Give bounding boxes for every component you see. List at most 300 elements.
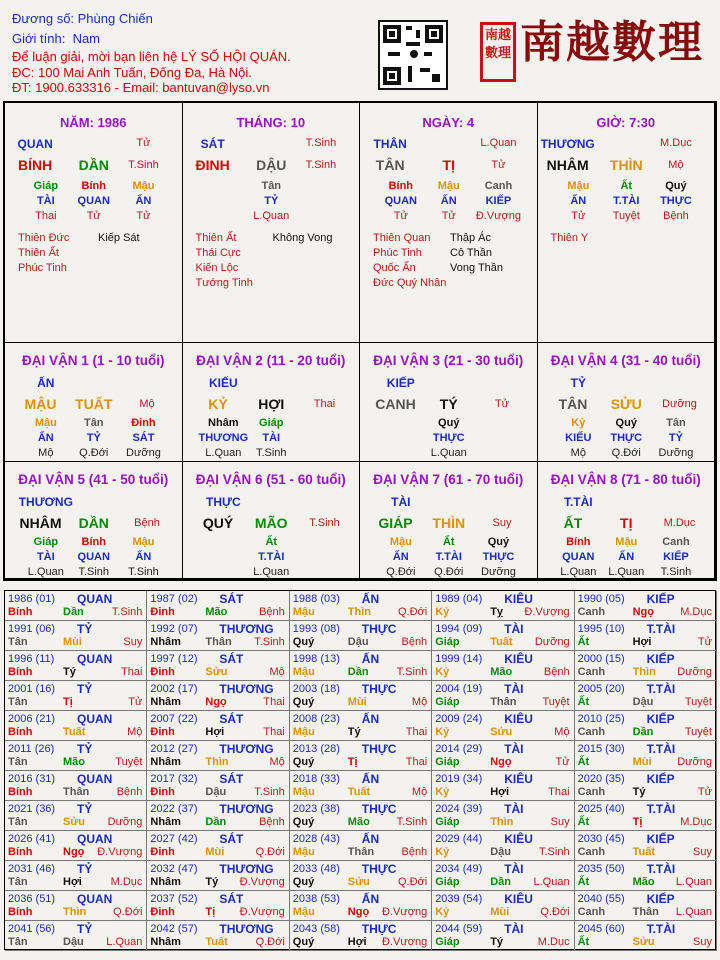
year-label: 2036 (51): [8, 893, 56, 905]
pillar-1[interactable]: [5, 103, 183, 343]
qr-code-icon[interactable]: [378, 20, 448, 90]
hidden-state: Q.Đới: [434, 566, 464, 578]
year-label: 2018 (33): [292, 773, 340, 785]
dai-van-stem: MẬU: [24, 396, 57, 412]
year-cell[interactable]: [432, 711, 574, 741]
hidden-stem: Tân: [261, 180, 282, 192]
year-ten-god: KIÊU: [504, 772, 533, 786]
year-ten-god: T.TÀI: [646, 922, 676, 936]
hidden-state: Dưỡng: [126, 447, 161, 459]
year-state: Tuyệt: [542, 696, 570, 708]
year-cell[interactable]: [5, 621, 147, 651]
year-cell[interactable]: [432, 621, 574, 651]
year-stem: Kỷ: [435, 906, 450, 918]
year-state: Mộ: [127, 726, 143, 738]
year-stem: Mậu: [292, 666, 315, 678]
star-auspicious: Thiên Quan: [373, 232, 431, 244]
year-label: 1989 (04): [435, 593, 483, 605]
dai-van-title: ĐẠI VẬN 2 (11 - 20 tuổi): [196, 353, 346, 368]
contact-line: Để luận giải, mời bạn liên hệ LÝ SỐ HỘI QUÁN.: [12, 49, 291, 64]
pillar-2[interactable]: [183, 103, 361, 343]
dai-van-state: T.Sinh: [309, 517, 340, 529]
year-state: M.Dục: [537, 936, 570, 948]
pillar-4[interactable]: [538, 103, 716, 343]
year-cell[interactable]: [290, 711, 432, 741]
year-cell[interactable]: [432, 681, 574, 711]
star-auspicious: Phúc Tinh: [18, 262, 67, 274]
year-branch: Tý: [632, 786, 646, 798]
year-state: Tuyệt: [684, 726, 712, 738]
year-label: 1988 (03): [292, 593, 340, 605]
year-cell[interactable]: [147, 741, 289, 771]
pillar-ten-god: THƯƠNG: [540, 137, 595, 151]
year-ten-god: THƯƠNG: [219, 622, 274, 636]
pillar-title: NGÀY: 4: [422, 115, 475, 130]
year-cell[interactable]: [575, 921, 717, 951]
year-state: T.Sinh: [396, 816, 428, 828]
dai-van-ten-god: ẤN: [37, 376, 55, 390]
hidden-stem: Mậu: [437, 180, 460, 192]
pillar-3[interactable]: [360, 103, 538, 343]
year-label: 2016 (31): [8, 773, 56, 785]
year-cell[interactable]: [290, 591, 432, 621]
hidden-stem: Mậu: [567, 180, 590, 192]
pillar-branch: DẬU: [256, 157, 287, 173]
year-cell[interactable]: [5, 711, 147, 741]
year-stem: Quý: [292, 636, 315, 648]
year-branch: Mão: [490, 666, 513, 678]
year-ten-god: SÁT: [219, 712, 244, 726]
year-stem: Tân: [8, 936, 28, 948]
year-stem: Mậu: [292, 906, 315, 918]
pillar-title: GIỜ: 7:30: [596, 115, 656, 130]
year-ten-god: T.TÀI: [646, 742, 676, 756]
pillar-branch-state: T.Sinh: [128, 159, 159, 171]
year-stem: Kỷ: [435, 666, 450, 678]
year-cell[interactable]: [432, 591, 574, 621]
year-cell[interactable]: [290, 891, 432, 921]
year-cell[interactable]: [147, 651, 289, 681]
year-stem: Bính: [8, 666, 33, 678]
year-state: Dưỡng: [107, 816, 143, 828]
year-branch: Hợi: [63, 876, 82, 888]
star-other: Không Vong: [272, 232, 333, 244]
dai-van-stem: NHÂM: [19, 515, 62, 531]
year-ten-god: KIẾP: [646, 832, 675, 846]
dai-van-state: M.Dục: [663, 517, 696, 529]
year-stem: Ất: [577, 756, 590, 768]
year-cell[interactable]: [147, 591, 289, 621]
pillar-stem: ĐINH: [195, 157, 230, 173]
year-cell[interactable]: [575, 681, 717, 711]
year-label: 2023 (38): [292, 803, 340, 815]
year-ten-god: SÁT: [219, 832, 244, 846]
hidden-state: L.Quan: [253, 210, 290, 222]
dai-van-3[interactable]: [360, 343, 538, 462]
year-cell[interactable]: [5, 741, 147, 771]
year-cell[interactable]: [147, 621, 289, 651]
year-cell[interactable]: [432, 861, 574, 891]
year-stem: Canh: [577, 906, 606, 918]
year-cell[interactable]: [290, 831, 432, 861]
year-label: 2045 (60): [577, 923, 625, 935]
pillar-can-state: M.Dục: [660, 137, 692, 149]
hidden-state: Q.Đới: [611, 447, 641, 459]
dai-van-8[interactable]: [538, 462, 716, 579]
year-cell[interactable]: [147, 681, 289, 711]
dai-van-1[interactable]: [5, 343, 183, 462]
year-cell[interactable]: [432, 921, 574, 951]
hidden-stem: Quý: [438, 417, 460, 429]
year-cell[interactable]: [147, 861, 289, 891]
year-cell[interactable]: [5, 921, 147, 951]
year-label: 2003 (18): [292, 683, 340, 695]
year-label: 2030 (45): [577, 833, 625, 845]
year-label: 2029 (44): [435, 833, 483, 845]
hidden-ten-god: QUAN: [77, 551, 110, 563]
year-stem: Giáp: [435, 816, 460, 828]
year-branch: Sửu: [347, 876, 370, 888]
pillar-branch: TỊ: [442, 157, 455, 173]
year-cell[interactable]: [432, 651, 574, 681]
year-ten-god: TỶ: [77, 682, 93, 696]
year-ten-god: QUAN: [77, 592, 113, 606]
year-cell[interactable]: [147, 921, 289, 951]
pillar-title: NĂM: 1986: [60, 115, 127, 130]
year-stem: Bính: [8, 786, 33, 798]
year-branch: Ngọ: [205, 696, 227, 708]
star-auspicious: Thiên Đức: [18, 232, 70, 244]
hidden-ten-god: T.TÀI: [435, 551, 462, 563]
hidden-stem: Tân: [666, 417, 686, 429]
year-stem: Ất: [577, 696, 590, 708]
dai-van-4[interactable]: [538, 343, 716, 462]
hidden-state: Q.Đới: [386, 566, 416, 578]
year-cell[interactable]: [5, 831, 147, 861]
year-state: Đ.Vượng: [524, 606, 570, 618]
dai-van-ten-god: TÀI: [391, 495, 411, 509]
year-cell[interactable]: [575, 651, 717, 681]
year-cell[interactable]: [575, 621, 717, 651]
dai-van-state: Mộ: [139, 398, 155, 410]
year-cell[interactable]: [290, 921, 432, 951]
year-cell[interactable]: [575, 891, 717, 921]
year-stem: Nhâm: [150, 636, 181, 648]
hidden-ten-god: ẤN: [37, 432, 54, 444]
dai-van-stem: TÂN: [558, 396, 588, 412]
year-branch: Dần: [205, 816, 227, 828]
year-stem: Mậu: [292, 606, 315, 618]
dai-van-stem: ẤT: [563, 515, 583, 531]
phone-email-line: ĐT: 1900.633316 - Email: bantuvan@lyso.vn: [12, 80, 270, 95]
year-stem: Kỷ: [435, 846, 450, 858]
year-cell[interactable]: [5, 861, 147, 891]
pillar-can-state: Tử: [136, 137, 151, 149]
year-label: 2014 (29): [435, 743, 483, 755]
hidden-state: T.Sinh: [78, 566, 110, 578]
year-cell[interactable]: [575, 831, 717, 861]
year-cell[interactable]: [575, 741, 717, 771]
dai-van-6[interactable]: [183, 462, 361, 579]
year-branch: Tý: [490, 936, 504, 948]
year-stem: Canh: [577, 666, 606, 678]
hidden-ten-god: THỰC: [660, 195, 692, 207]
dai-van-7[interactable]: [360, 462, 538, 579]
dai-van-ten-god: KIẾU: [208, 376, 238, 390]
year-ten-god: ẤN: [361, 892, 380, 906]
year-label: 2013 (28): [292, 743, 340, 755]
year-label: 2035 (50): [577, 863, 625, 875]
year-state: Tử: [697, 636, 712, 648]
pillar-branch-state: T.Sinh: [305, 159, 337, 171]
year-state: Tử: [128, 696, 143, 708]
year-state: M.Dục: [680, 606, 712, 618]
year-stem: Tân: [8, 816, 28, 828]
year-branch: Thân: [205, 636, 232, 648]
year-branch: Mão: [205, 606, 228, 618]
year-cell[interactable]: [147, 771, 289, 801]
year-label: 2006 (21): [8, 713, 56, 725]
year-state: Suy: [123, 636, 143, 648]
year-label: 2000 (15): [577, 653, 625, 665]
year-cell[interactable]: [575, 711, 717, 741]
year-label: 1994 (09): [435, 623, 483, 635]
year-branch: Thân: [347, 846, 375, 858]
hidden-stem: Quý: [665, 180, 687, 192]
year-label: 1991 (06): [8, 623, 56, 635]
year-label: 2033 (48): [292, 863, 340, 875]
year-ten-god: KIẾP: [646, 592, 675, 606]
year-label: 1997 (12): [150, 653, 198, 665]
year-state: Thai: [405, 756, 428, 768]
year-label: 1987 (02): [150, 593, 198, 605]
year-branch: Ngọ: [63, 846, 85, 858]
hidden-stem: Bính: [81, 180, 106, 192]
year-label: 2027 (42): [150, 833, 198, 845]
hidden-state: Mộ: [38, 447, 54, 459]
year-branch: Thân: [63, 786, 90, 798]
year-state: L.Quan: [106, 936, 143, 948]
year-stem: Tân: [8, 696, 28, 708]
hidden-ten-god: ẤN: [618, 551, 635, 563]
year-state: Bệnh: [259, 606, 285, 618]
year-ten-god: ẤN: [361, 772, 380, 786]
year-branch: Ngọ: [632, 606, 654, 618]
year-state: Suy: [550, 816, 570, 828]
year-label: 2041 (56): [8, 923, 56, 935]
year-cell[interactable]: [290, 651, 432, 681]
year-ten-god: THƯƠNG: [219, 802, 274, 816]
year-state: Q.Đới: [540, 906, 570, 918]
year-cell[interactable]: [147, 831, 289, 861]
year-ten-god: QUAN: [77, 832, 113, 846]
year-stem: Kỷ: [435, 606, 450, 618]
year-state: Mộ: [554, 726, 570, 738]
hidden-stem: Canh: [484, 180, 513, 192]
year-branch: Hợi: [632, 636, 652, 648]
year-stem: Canh: [577, 846, 606, 858]
year-label: 2005 (20): [577, 683, 625, 695]
year-stem: Đinh: [150, 606, 175, 618]
year-cell[interactable]: [575, 861, 717, 891]
hidden-ten-god: SÁT: [132, 432, 155, 444]
year-cell[interactable]: [5, 651, 147, 681]
year-label: 2031 (46): [8, 863, 56, 875]
year-ten-god: THỰC: [361, 862, 397, 876]
year-state: Mộ: [269, 666, 285, 678]
pillar-branch: THÌN: [609, 157, 643, 173]
year-branch: Tuất: [63, 726, 86, 738]
year-cell[interactable]: [5, 771, 147, 801]
year-branch: Sửu: [63, 816, 86, 828]
year-cell[interactable]: [432, 771, 574, 801]
dai-van-ten-god: KIẾP: [386, 376, 415, 390]
hidden-ten-god: KIẾP: [485, 195, 512, 207]
year-state: T.Sinh: [254, 786, 285, 798]
year-branch: Sửu: [490, 726, 513, 738]
year-label: 1999 (14): [435, 653, 483, 665]
year-cell[interactable]: [575, 771, 717, 801]
star-other: Thập Ác: [450, 232, 491, 244]
year-cell[interactable]: [290, 801, 432, 831]
year-ten-god: ẤN: [361, 712, 380, 726]
year-cell[interactable]: [290, 621, 432, 651]
year-ten-god: KIÊU: [504, 892, 533, 906]
dai-van-branch: THÌN: [432, 515, 466, 531]
year-cell[interactable]: [575, 801, 717, 831]
year-stem: Nhâm: [150, 816, 181, 828]
year-cell[interactable]: [5, 891, 147, 921]
year-branch: Dậu: [347, 636, 369, 648]
year-ten-god: TỶ: [77, 802, 93, 816]
year-cell[interactable]: [5, 591, 147, 621]
hidden-ten-god: ẤN: [135, 551, 152, 563]
dai-van-title: ĐẠI VẬN 8 (71 - 80 tuổi): [550, 472, 701, 487]
year-cell[interactable]: [147, 801, 289, 831]
year-state: Đ.Vượng: [239, 906, 285, 918]
year-stem: Tân: [8, 756, 28, 768]
year-stem: Kỷ: [435, 786, 450, 798]
dai-van-title: ĐẠI VẬN 1 (1 - 10 tuổi): [21, 353, 165, 368]
year-state: Thai: [405, 726, 428, 738]
hidden-stem: Mậu: [615, 536, 638, 548]
year-ten-god: KIÊU: [504, 592, 533, 606]
star-auspicious: Thiên Ất: [18, 247, 59, 259]
year-label: 2037 (52): [150, 893, 198, 905]
pillar-stem: BÍNH: [18, 157, 53, 173]
year-cell[interactable]: [147, 711, 289, 741]
star-auspicious: Kiến Lộc: [195, 262, 239, 274]
year-branch: Dậu: [205, 786, 227, 798]
year-state: Đ.Vượng: [382, 936, 428, 948]
year-cell[interactable]: [290, 861, 432, 891]
hidden-ten-god: KIẾU: [565, 432, 592, 444]
year-cell[interactable]: [5, 681, 147, 711]
year-label: 2007 (22): [150, 713, 198, 725]
year-cell[interactable]: [432, 891, 574, 921]
year-stem: Mậu: [292, 786, 315, 798]
hidden-stem: Ất: [265, 536, 278, 548]
year-cell[interactable]: [432, 741, 574, 771]
year-stem: Nhâm: [150, 936, 181, 948]
hidden-stem: Bính: [566, 536, 591, 548]
dai-van-branch: TUẤT: [75, 396, 113, 412]
pillar-branch: DẦN: [78, 157, 109, 173]
year-ten-god: TÀI: [504, 622, 524, 636]
year-label: 2025 (40): [577, 803, 625, 815]
year-label: 2020 (35): [577, 773, 625, 785]
dai-van-5[interactable]: [5, 462, 183, 579]
year-label: 2008 (23): [292, 713, 340, 725]
dai-van-2[interactable]: [183, 343, 361, 462]
year-cell[interactable]: [290, 741, 432, 771]
hidden-ten-god: THỰC: [610, 432, 643, 444]
year-cell[interactable]: [5, 801, 147, 831]
year-branch: Tý: [205, 876, 219, 888]
dai-van-ten-god: THƯƠNG: [18, 495, 73, 509]
year-branch: Dậu: [632, 696, 654, 708]
hidden-ten-god: QUAN: [562, 551, 595, 563]
year-stem: Giáp: [435, 876, 460, 888]
year-stem: Quý: [292, 816, 315, 828]
year-cell[interactable]: [432, 831, 574, 861]
hidden-state: L.Quan: [560, 566, 597, 578]
year-state: M.Dục: [110, 876, 143, 888]
year-state: Tuyệt: [684, 696, 712, 708]
year-ten-god: THỰC: [361, 622, 397, 636]
dai-van-ten-god: T.TÀI: [563, 495, 593, 509]
hidden-state: L.Quan: [608, 566, 645, 578]
year-stem: Giáp: [435, 756, 460, 768]
dai-van-branch: TÝ: [439, 396, 458, 412]
year-branch: Dần: [632, 726, 654, 738]
star-auspicious: Thiên Y: [550, 232, 589, 244]
hidden-ten-god: ẤN: [570, 195, 587, 207]
dai-van-branch: TỊ: [620, 515, 633, 531]
hidden-state: L.Quan: [27, 566, 64, 578]
year-ten-god: SÁT: [219, 772, 244, 786]
dai-van-state: Suy: [492, 517, 512, 529]
dai-van-stem: KỶ: [208, 396, 228, 412]
year-cell[interactable]: [290, 681, 432, 711]
dai-van-state: Tử: [494, 398, 510, 410]
year-ten-god: QUAN: [77, 652, 113, 666]
year-state: Đ.Vượng: [239, 876, 285, 888]
star-auspicious: Thiên Ất: [195, 232, 237, 244]
year-label: 1992 (07): [150, 623, 198, 635]
year-label: 1998 (13): [292, 653, 340, 665]
dai-van-title: ĐẠI VẬN 5 (41 - 50 tuổi): [18, 472, 169, 487]
year-label: 1990 (05): [577, 593, 625, 605]
pillar-branch-state: Tử: [491, 159, 506, 171]
year-ten-god: QUAN: [77, 712, 113, 726]
year-branch: Mùi: [490, 906, 510, 918]
year-state: Bệnh: [259, 816, 285, 828]
year-cell[interactable]: [147, 891, 289, 921]
year-state: Q.Đới: [255, 846, 285, 858]
year-branch: Mùi: [632, 756, 652, 768]
year-state: Bệnh: [401, 846, 428, 858]
year-state: Suy: [693, 846, 712, 858]
year-cell[interactable]: [432, 801, 574, 831]
year-cell[interactable]: [575, 591, 717, 621]
year-state: Thai: [120, 666, 143, 678]
year-stem: Bính: [8, 846, 33, 858]
year-cell[interactable]: [290, 771, 432, 801]
gioi-tinh-value: Nam: [72, 31, 101, 46]
year-stem: Bính: [8, 906, 33, 918]
hidden-stem: Bính: [81, 536, 106, 548]
